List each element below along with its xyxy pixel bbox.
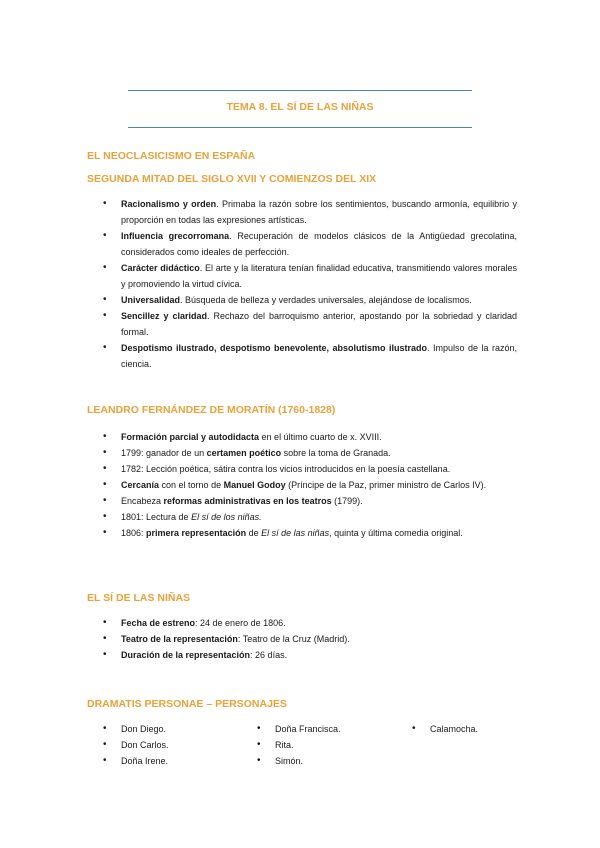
list-item: • Cercanía con el torno de Manuel Godoy (Príncipe de la Paz, primer ministro de Carlos IV). xyxy=(87,477,517,493)
section-heading-personajes: DRAMATIS PERSONAE – PERSONAJES xyxy=(87,698,287,710)
list-item: • Formación parcial y autodidacta en el último cuarto de x. XVIII. xyxy=(87,429,517,445)
neoclasicismo-list xyxy=(87,196,517,372)
personajes-col-3 xyxy=(396,721,478,737)
list-item: • Universalidad. Búsqueda de belleza y verdades universales, alejándose de localismos. xyxy=(87,292,517,308)
list-item: • Doña Francisca. xyxy=(241,721,341,737)
title-top-rule xyxy=(128,90,472,91)
list-item: • Don Diego. xyxy=(87,721,169,737)
list-item: • Carácter didáctico. El arte y la literatura tenían finalidad educativa, transmitiendo valores morales y promoviendo la virtud cívica. xyxy=(87,260,517,292)
list-item: • 1801: Lectura de El sí de los niñas. xyxy=(87,509,517,525)
list-item: • Encabeza reformas administrativas en los teatros (1799). xyxy=(87,493,517,509)
list-item: • Teatro de la representación: Teatro de la Cruz (Madrid). xyxy=(87,631,517,647)
list-item: • Despotismo ilustrado, despotismo benevolente, absolutismo ilustrado. Impulso de la razón, ciencia. xyxy=(87,340,517,372)
list-item: • Sencillez y claridad. Rechazo del barroquismo anterior, apostando por la sobriedad y claridad formal. xyxy=(87,308,517,340)
personajes-col-2 xyxy=(241,721,341,769)
title-bottom-rule xyxy=(128,127,472,128)
obra-list xyxy=(87,615,517,663)
list-item: • Simón. xyxy=(241,753,341,769)
list-item: • 1782: Lección poética, sátira contra los vicios introducidos en la poesía castellana. xyxy=(87,461,517,477)
list-item: • Rita. xyxy=(241,737,341,753)
list-item: • Duración de la representación: 26 días. xyxy=(87,647,517,663)
section-heading-obra: EL SÍ DE LAS NIÑAS xyxy=(87,592,191,604)
list-item: • Don Carlos. xyxy=(87,737,169,753)
section-heading-neoclasicismo: EL NEOCLASICISMO EN ESPAÑA xyxy=(87,150,256,162)
list-item: • 1799: ganador de un certamen poético sobre la toma de Granada. xyxy=(87,445,517,461)
list-item: • Doña Irene. xyxy=(87,753,169,769)
list-item: • Fecha de estreno: 24 de enero de 1806. xyxy=(87,615,517,631)
personajes-col-1 xyxy=(87,721,169,769)
list-item: • Racionalismo y orden. Primaba la razón sobre los sentimientos, buscando armonía, equilibrio y proporción en todas las expresiones artísticas. xyxy=(87,196,517,228)
list-item: • 1806: primera representación de El sí de las niñas, quinta y última comedia original. xyxy=(87,525,517,541)
list-item: • Influencia grecorromana. Recuperación de modelos clásicos de la Antigüedad grecolatina, considerados como ideales de perfección. xyxy=(87,228,517,260)
page-title: TEMA 8. EL SÍ DE LAS NIÑAS xyxy=(226,101,374,113)
section-subheading-period: SEGUNDA MITAD DEL SIGLO XVII Y COMIENZOS DEL XIX xyxy=(87,173,377,185)
section-heading-moratin: LEANDRO FERNÁNDEZ DE MORATÍN (1760-1828) xyxy=(87,404,336,416)
moratin-list xyxy=(87,429,517,541)
list-item: • Calamocha. xyxy=(396,721,478,737)
